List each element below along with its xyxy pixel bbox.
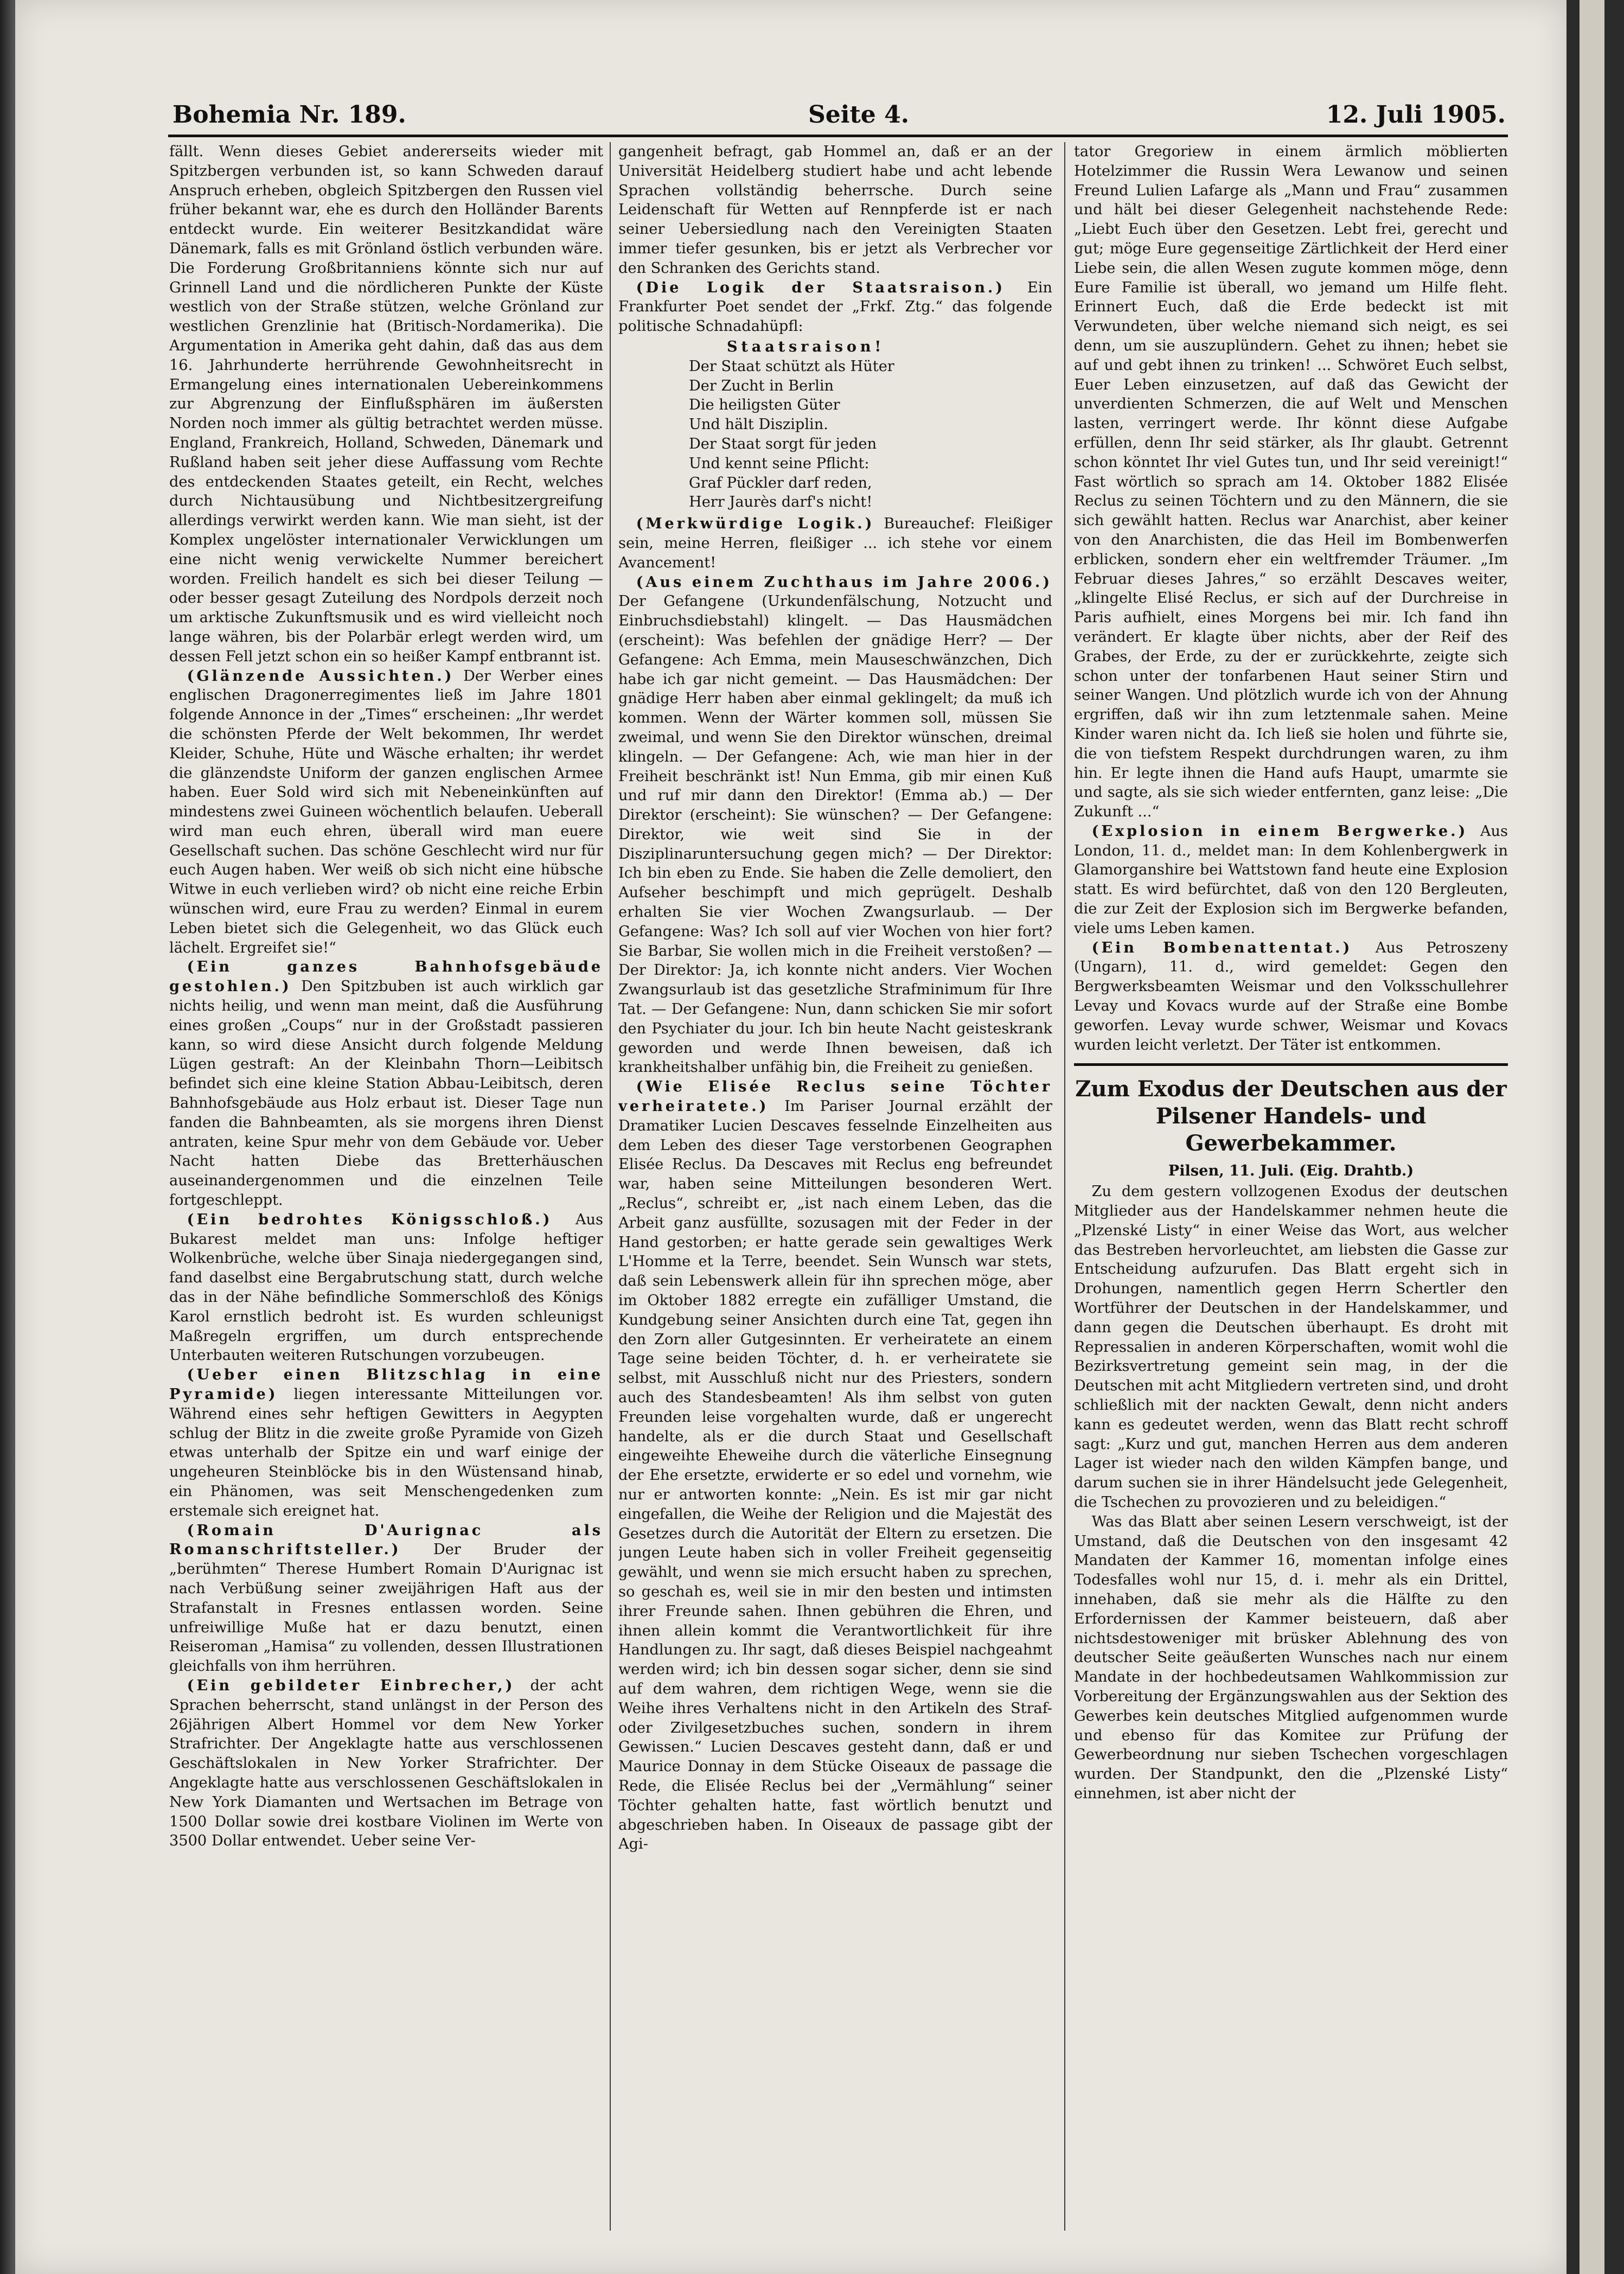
item-title: (Ein bedrohtes Königsschloß.): [187, 1210, 553, 1228]
item-title: (Ein Bombenattentat.): [1091, 938, 1353, 956]
next-page-edge: [1580, 0, 1604, 2274]
item-title: (Explosion in einem Bergwerke.): [1091, 822, 1468, 840]
poem-line: Graf Pückler darf reden,: [689, 474, 872, 491]
poem-line: Der Staat schützt als Hüter: [689, 357, 894, 375]
news-item: [618, 278, 1052, 336]
news-item: [169, 1210, 603, 1365]
article-heading: Zum Exodus der Deutschen aus der Pilsener Handels- und Gewerbekammer.: [1075, 1076, 1507, 1157]
page-number: Seite 4.: [808, 101, 910, 129]
news-item: [169, 957, 603, 1210]
news-item: [169, 667, 603, 958]
news-item: [1074, 938, 1508, 1055]
news-item: [169, 1521, 603, 1676]
news-item: [169, 1365, 603, 1521]
publication-issue: Bohemia Nr. 189.: [172, 101, 406, 129]
dateline: Pilsen, 11. Juli. (Eig. Drahtb.): [1168, 1162, 1414, 1180]
news-item: [1074, 822, 1508, 938]
page-header: [157, 97, 1506, 135]
news-item: [618, 1077, 1052, 1854]
item-text: liegen interessante Mitteilungen vor. Während eines sehr heftigen Gewitters in Aegypten schlug der Blitz in die zweite große Pyramide von Gizeh etwas unterhalb der Spitze ein und warf einige der ungeheuren Steinblöcke bis in den Wüstensand hinab, ein Phänomen, was seit Menschengedenken zum erstemale sich ereignet hat.: [169, 1386, 603, 1519]
item-text: Aus Bukarest meldet man uns: Infolge heftiger Wolkenbrüche, welche über Sinaja niedergegangen sind, fand daselbst eine Bergabrutschung statt, durch welche das in der Nähe befindliche Sommerschloß des Königs Karol ernstlich bedroht ist. Es wurden schleunigst Maßregeln ergriffen, um durch entsprechende Unterbauten weiteren Rutschungen vorzubeugen.: [169, 1211, 603, 1364]
item-text: Aus Petroszeny (Ungarn), 11. d., wird gemeldet: Gegen den Bergwerksbeamten Weismar und den Volksschullehrer Levay und Kovacs wurde auf der Straße eine Bombe geworfen. Levay wurde schwer, Weismar und Kovacs wurden leicht verletzt. Der Täter ist entkommen.: [1074, 939, 1508, 1053]
poem-title: Staatsraison!: [727, 337, 885, 355]
item-title: (Ein gebildeter Einbrecher,): [187, 1676, 515, 1694]
column-divider: [1064, 142, 1065, 2231]
column-1: [169, 142, 603, 2231]
poem-line: Die heiligsten Güter: [689, 397, 840, 414]
item-title: (Romain D'Aurignac als Romanschriftsteller.): [169, 1521, 603, 1558]
item-title: (Aus einem Zuchthaus im Jahre 2006.): [636, 573, 1052, 591]
column-2: [618, 142, 1052, 2231]
item-title: (Glänzende Aussichten.): [187, 667, 455, 685]
article-text: gangenheit befragt, gab Hommel an, daß er an der Universität Heidelberg studiert habe und acht lebende Sprachen vollständig beherrsche. Durch seine Leidenschaft für Wetten auf Rennpferde ist er nach seiner Uebersiedlung nach den Vereinigten Staaten immer tiefer gesunken, bis er jetzt als Verbrecher vor den Schranken des Gerichts stand.: [618, 143, 1052, 277]
article-text: Was das Blatt aber seinen Lesern verschweigt, ist der Umstand, daß die Deutschen von den insgesamt 42 Mandaten der Kammer 16, momentan infolge eines Todesfalles wohl nur 15, d. i. mehr als ein Drittel, innehaben, daß sie mehr als die Hälfte zu den Erfordernissen der Kammer beisteuern, daß aber nichtsdestoweniger mit brüsker Ablehnung des von deutscher Seite geäußerten Wunsches nach nur einem Mandate in der hochbedeutsamen Wahlkommission zur Vorbereitung der Ergänzungswahlen aus der Sektion des Gewerbes kein deutsches Mitglied aufgenommen wurde und ebenso für das Komitee zur Prüfung der Gewerbeordnung nur sieben Tschechen vorgeschlagen wurden. Der Standpunkt, den die „Plzenské Listy“ einnehmen, ist aber nicht der: [1074, 1513, 1508, 1802]
item-text: Der Bruder der „berühmten“ Therese Humbert Romain D'Aurignac ist nach Verbüßung seiner zweijährigen Haft aus der Strafanstalt in Fresnes entlassen worden. Seine unfreiwillige Muße hat er dazu benutzt, einen Reiseroman „Hamisa“ zu vollenden, dessen Illustrationen gleichfalls von ihm herrühren.: [169, 1541, 603, 1675]
header-rule: [168, 135, 1508, 137]
item-title: (Wie Elisée Reclus seine Töchter verheiratete.): [618, 1078, 1052, 1115]
poem-line: Der Zucht in Berlin: [689, 377, 834, 394]
column-3: [1074, 142, 1508, 2231]
item-title: (Ueber einen Blitzschlag in eine Pyramide): [169, 1366, 603, 1403]
poem: [689, 337, 1052, 512]
article-text: tator Gregoriew in einem ärmlich möblierten Hotelzimmer die Russin Wera Lewanow und seinen Freund Lulien Lafarge als „Mann und Frau“ zusammen und hält bei dieser Gelegenheit nachstehende Rede: „Liebt Euch über den Gesetzen. Lebt frei, gerecht und gut; möge Eure gegenseitige Zärtlichkeit der Herd einer Liebe sein, die allen Wesen zugute kommen möge, denn Eure Familie ist überall, wo jemand um Hilfe fleht. Erinnert Euch, daß die Erde bedeckt ist mit Verwundeten, über welche niemand sich neigt, es sei denn, um sie auszuplündern. Gehet zu ihnen; hebet sie auf und gebt ihnen zu trinken! ... Schwöret Euch selbst, Euer Leben einzusetzen, auf daß das Gewicht der unverdienten Schmerzen, die auf Welt und Menschen lasten, verringert werde. Ihr könnt diese Aufgabe erfüllen, denn Ihr seid stärker, als Ihr glaubt. Getrennt schon könntet Ihr viel Gutes tun, und Ihr seid vereinigt!“ Fast wörtlich so sprach am 14. Oktober 1882 Elisée Reclus zu seinen Töchtern und zu den Männern, die sie sich gewählt hatten. Reclus war Anarchist, aber keiner von den Anarchisten, die das Heil im Bombenwerfen erblicken, sondern eher ein weltfremder Träumer. „Im Februar dieses Jahres,“ so erzählt Descaves weiter, „klingelte Elisé Reclus, er sich auf der Durchreise in Paris aufhielt, eines Morgens bei mir. Ich fand ihn verändert. Er klagte über nichts, aber der Reif des Grabes, der Erde, zu der er zurückkehrte, zeigte sich schon unter der tonfarbenen Haut seiner Stirn und seiner Wangen. Und plötzlich wurde ich von der Ahnung ergriffen, daß wir ihn zum letztenmale sahen. Meine Kinder waren nicht da. Ich ließ sie holen und führte sie, die von tiefstem Respekt durchdrungen waren, zu ihm hin. Er legte ihnen die Hand aufs Haupt, umarmte sie und sagte, als sie sich wieder entfernten, ganz leise: „Die Zukunft ...“: [1074, 143, 1508, 821]
article-text: Zu dem gestern vollzogenen Exodus der deutschen Mitglieder aus der Handelskammer nehmen heute die „Plzenské Listy“ in einer Weise das Wort, aus welcher das Bestreben hervorleuchtet, am liebsten die Gasse zur Entscheidung aufzurufen. Das Blatt ergeht sich in Drohungen, namentlich gegen Herrn Schertler den Wortführer der Deutschen in der Handelskammer, und dann gegen die Deutschen überhaupt. Es droht mit Repressalien in anderen Körperschaften, womit wohl die Bezirksvertretung gemeint sein mag, in der die Deutschen mit acht Mitgliedern vertreten sind, und droht schließlich mit der nackten Gewalt, denn nicht anders kann es gedeutet werden, wenn das Blatt recht schroff sagt: „Kurz und gut, manchen Herren aus dem anderen Lager ist wieder nach den wilden Kämpfen bange, und darum suchen sie in ihrer Händelsucht jede Gelegenheit, die Tschechen zu provozieren und zu beleidigen.“: [1074, 1183, 1508, 1511]
poem-line: Der Staat sorgt für jeden: [689, 435, 877, 452]
poem-line: Und kennt seine Pflicht:: [689, 455, 869, 472]
item-text: Den Spitzbuben ist auch wirklich gar nichts heilig, und wenn man meint, daß die Ausführung eines großen „Coups“ nur in der Großstadt passieren kann, so wird diese Ansicht durch folgende Meldung Lügen gestraft: An der Kleinbahn Thorn—Leibitsch befindet sich eine kleine Station Abbau-Leibitsch, deren Bahnhofsgebäude aus Holz erbaut ist. Dieser Tage nun fanden die Bahnbeamten, als sie morgens ihren Dienst antraten, keine Spur mehr von dem Gebäude vor. Ueber Nacht hatten Diebe das Bretterhäuschen auseinandergenommen und die einzelnen Teile fortgeschleppt.: [169, 978, 603, 1209]
item-text: Ein Frankfurter Poet sendet der „Frkf. Ztg.“ das folgende politische Schnadahüpfl:: [618, 279, 1052, 335]
section-rule: [1074, 1063, 1508, 1066]
issue-date: 12. Juli 1905.: [1326, 101, 1506, 129]
article-text: fällt. Wenn dieses Gebiet andererseits wieder mit Spitzbergen verbunden ist, so kann Schweden darauf Anspruch erheben, obgleich Spitzbergen den Russen viel früher bekannt war, ehe es durch den Holländer Barents entdeckt wurde. Ein weiterer Besitzkandidat wäre Dänemark, falls es mit Grönland östlich verbunden wäre. Die Forderung Großbritanniens könnte sich nur auf Grinnell Land und die nördlicheren Punkte der Küste westlich von der Straße stützen, welche Grönland zur westlichen Grenzlinie hat (Britisch-Nordamerika). Die Argumentation in Amerika geht dahin, daß das aus dem 16. Jahrhunderte herrührende Gewohnheitsrecht in Ermangelung eines internationalen Uebereinkommens zur Abgrenzung der Einflußsphären im äußersten Norden noch immer als gültig betrachtet werden müsse. England, Frankreich, Holland, Schweden, Dänemark und Rußland haben seit jeher diese Auffassung vom Rechte des entdeckenden Staates geteilt, ein Recht, welches durch Nichtausübung und Nichtbesitzergreifung allerdings verwirkt werden kann. Wie man sieht, ist der Komplex ungelöster internationaler Verwicklungen um eine nicht wenig verwickelte Nummer bereichert worden. Freilich handelt es sich bei dieser Teilung — oder besser gesagt Zuteilung des Nordpols derzeit noch um arktische Zukunftsmusik und es wird vielleicht noch lange währen, bis der Polarbär erlegt werden wird, um dessen Fell jetzt schon ein so heißer Kampf entbrannt ist.: [169, 143, 603, 665]
item-text: Der Werber eines englischen Dragonerregimentes ließ im Jahre 1801 folgende Annonce in der „Times“ erscheinen: „Ihr werdet die schönsten Pferde der Welt bekommen, Ihr werdet Kleider, Schuhe, Hüte und Wäsche erhalten; ihr werdet die glänzendste Uniform der ganzen englischen Armee haben. Euer Sold wird sich mit Nebeneinkünften auf mindestens zwei Guineen wöchentlich belaufen. Ueberall wird man euch ehren, überall wird man euere Gesellschaft suchen. Das schöne Geschlecht wird nur für euch Augen haben. Wer weiß ob sich nicht eine hübsche Witwe in euch verlieben wird? ob nicht eine reiche Erbin wünschen wird, eure Frau zu werden? Einmal in eurem Leben bietet sich die Gelegenheit, wo das Glück euch lächelt. Ergreifet sie!“: [169, 667, 603, 956]
item-text: Bureauchef: Fleißiger sein, meine Herren, fleißiger ... ich stehe vor einem Avancement!: [618, 515, 1052, 571]
news-item: [618, 514, 1052, 572]
item-text: Der Gefangene (Urkundenfälschung, Notzucht und Einbruchsdiebstahl) klingelt. — Das Hausmädchen (erscheint): Was befehlen der gnädige Herr? — Der Gefangene: Ach Emma, mein Mauseschwänzchen, Dich habe ich gar nicht gemeint. — Das Hausmädchen: Der gnädige Herr haben aber einmal geklingelt; da muß ich kommen. Wenn der Wärter kommen soll, müssen Sie zweimal, und wenn Sie den Direktor wünschen, dreimal klingeln. — Der Gefangene: Ach, wie man hier in der Freiheit beschränkt ist! Nun Emma, gib mir einen Kuß und ruf mir dann den Direktor! (Emma ab.) — Der Direktor (erscheint): Sie wünschen? — Der Gefangene: Direktor, wie weit sind Sie in der Disziplinaruntersuchung gegen mich? — Der Direktor: Ich bin eben zu Ende. Sie haben die Zelle demoliert, den Aufseher beschimpft und mich geprügelt. Deshalb erhalten Sie vier Wochen Zwangsurlaub. — Der Gefangene: Was? Ich soll auf vier Wochen von hier fort? Sie Barbar, Sie wollen mich in die Freiheit verstoßen? — Der Direktor: Ja, ich konnte nicht anders. Vier Wochen Zwangsurlaub ist das gesetzliche Strafminimum für Ihre Tat. — Der Gefangene: Nun, dann schicken Sie mir sofort den Psychiater du jour. Ich bin heute Nacht geisteskrank geworden und werde Ihnen beweisen, daß ich krankheitshalber unfähig bin, die Freiheit zu genießen.: [618, 593, 1052, 1076]
news-item: [169, 1676, 603, 1851]
item-title: (Ein ganzes Bahnhofsgebäude gestohlen.): [169, 958, 603, 995]
poem-line: Und hält Disziplin.: [689, 416, 828, 433]
poem-line: Herr Jaurès darf's nicht!: [689, 494, 873, 511]
news-item: [618, 573, 1052, 1078]
item-text: Im Pariser Journal erzählt der Dramatiker Lucien Descaves fesselnde Einzelheiten aus dem Leben des dieser Tage verstorbenen Geographen Elisée Reclus. Da Descaves mit Reclus eng befreundet war, haben seine Mitteilungen besonderen Wert. „Reclus“, schreibt er, „ist nach einem Leben, das die Arbeit ganz ausfüllte, sozusagen mit der Feder in der Hand gestorben; er hatte gerade sein gewaltiges Werk L'Homme et la Terre, beendet. Sein Wunsch war stets, daß sein Lebenswerk allein für ihn sprechen möge, aber im Oktober 1882 erregte ein zufälliger Umstand, die Kundgebung seiner Ansichten durch eine Tat, gegen ihn den Zorn aller Gutgesinnten. Er verheiratete an einem Tage seine beiden Töchter, d. h. er verheiratete sie selbst, mit Ausschluß nicht nur des Priesters, sondern auch des Standesbeamten! Als ihm selbst von guten Freunden leise vorgehalten wurde, daß er ungerecht handelte, als er die durch Staat und Gesellschaft eingeweihte Eheweihe durch die väterliche Einsegnung der Ehe ersetzte, erwiderte er so edel und vornehm, wie nur er antworten konnte: „Nein. Es ist mir gar nicht eingefallen, die Weihe der Religion und die Majestät des Gesetzes durch die Autorität der Eltern zu ersetzen. Die jungen Leute haben sich in voller Freiheit gegenseitig gewählt, und wenn sie mich ersucht haben zu sprechen, so geschah es, weil sie in mir den besten und intimsten ihrer Freunde sahen. Ihnen gebühren die Ehren, und ihnen allein kommt die Verantwortlichkeit für ihre Handlungen zu. Ihr sagt, daß dieses Beispiel nachgeahmt werden wird; ich bin dessen sogar sicher, denn sie sind auf dem wahren, dem richtigen Wege, wenn sie die Weihe ihres Verhaltens nicht in den Artikeln des Straf- oder Zivilgesetzbuches suchen, sondern in ihrem Gewissen.“ Lucien Descaves gesteht dann, daß er und Maurice Donnay in dem Stücke Oiseaux de passage die Rede, die Elisée Reclus bei der „Vermählung“ seiner Töchter gehalten hatte, fast wörtlich benutzt und abgeschrieben haben. In Oiseaux de passage gibt der Agi-: [618, 1098, 1052, 1853]
item-text: Aus London, 11. d., meldet man: In dem Kohlenbergwerk in Glamorganshire bei Wattstown fand heute eine Explosion statt. Es wird befürchtet, daß von den 120 Bergleuten, die zur Zeit der Explosion sich im Bergwerke befanden, viele ums Leben kamen.: [1074, 822, 1508, 937]
item-title: (Die Logik der Staatsraison.): [636, 278, 1006, 296]
item-title: (Merkwürdige Logik.): [636, 515, 875, 533]
item-text: der acht Sprachen beherrscht, stand unlängst in der Person des 26jährigen Albert Hommel vor dem New Yorker Strafrichter. Der Angeklagte hatte aus verschlossenen Geschäftslokalen in New Yorker Strafrichter. Der Angeklagte hatte aus verschlossenen Geschäftslokalen in New York Diamanten und Wertsachen im Betrage von 1500 Dollar sowie drei kostbare Violinen im Werte von 3500 Dollar entwendet. Ueber seine Ver-: [169, 1677, 603, 1850]
column-divider: [610, 142, 611, 2231]
